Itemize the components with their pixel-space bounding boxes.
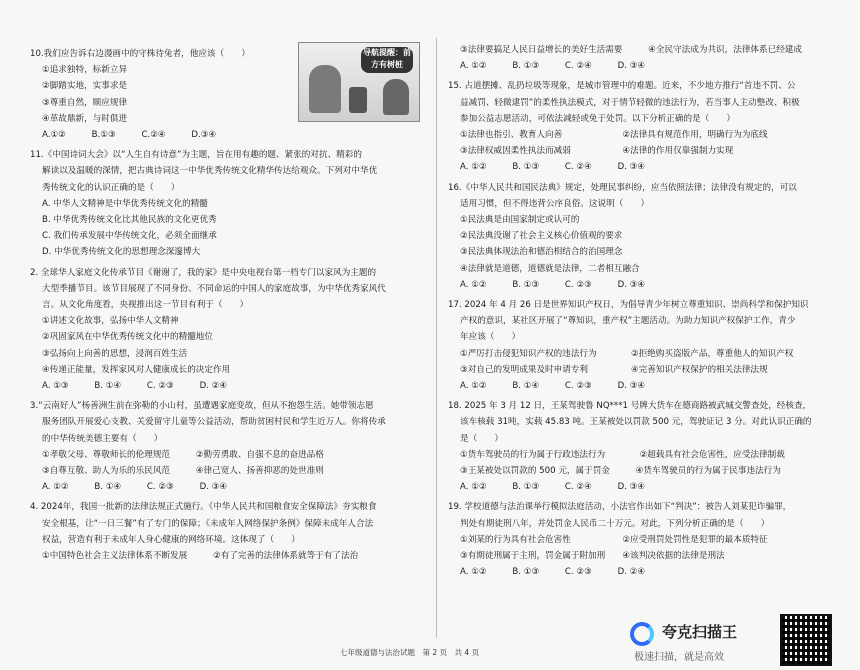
left-question-list bbox=[30, 46, 430, 564]
question-line: D. 中华优秀传统文化的思想理念深邃博大 bbox=[42, 247, 201, 258]
cartoon-speech-bubble: 导航提醒：前方有树桩 bbox=[361, 47, 413, 73]
question-line: ③自尊互敬、助人为乐的乐民风范 ④律己宽人、扬善抑恶的处世准则 bbox=[42, 466, 324, 477]
question-line: ③对自己的发明成果及时申请专利 ④完善知识产权保护的相关法律法规 bbox=[460, 364, 768, 375]
question-line: 的中华传统美德主要有（ ） bbox=[42, 433, 163, 444]
question-line: 参加公益志愿活动，可依法减轻或免于处罚。以下分析正确的是（ ） bbox=[460, 113, 736, 124]
question-line: 言。从文化角度看，央视推出这一节目有利于（ ） bbox=[42, 300, 249, 311]
question-stem: 10.我们应告诉右边漫画中的守株待兔者，他应该（ ） bbox=[30, 49, 250, 59]
question-line: 适用习惯，但不得违背公序良俗。这说明（ ） bbox=[460, 198, 650, 209]
question-stem: 18. 2025 年 3 月 12 日，王某驾驶鲁 NQ***1 号牌大货车在德商路被武城交警查处，经核查， bbox=[448, 401, 812, 412]
question-stem: 19. 学校道德与法治课举行模拟法庭活动，小法官作出如下“判决”：被告人刘某犯诈骗罪， bbox=[448, 502, 792, 513]
question-line: ④传递正能量，发挥家风对人健康成长的决定作用 bbox=[42, 364, 231, 375]
question-line: A.①② B.①③ C.②④ D.③④ bbox=[42, 130, 217, 141]
question-line: B. 中华优秀传统文化比其他民族的文化更优秀 bbox=[42, 215, 217, 226]
question-line: ④法律就是道德，道德就是法律，二者相互融合 bbox=[460, 263, 640, 274]
question-stem: 17. 2024 年 4 月 26 日是世界知识产权日，为倡导青少年树立尊重知识、崇尚科学和保护知识 bbox=[448, 300, 809, 311]
question-line: 解读以及温暖的深情，把古典诗词这一中华优秀传统文化精华传达给观众。下列对中华优 bbox=[42, 166, 378, 177]
question-line: A. ①② B. ①③ C. ②③ D. ③④ bbox=[460, 279, 646, 290]
question-line: ①孝敬父母、尊敬师长的伦理规范 ②勤劳勇敢、自强不息的奋进品格 bbox=[42, 449, 324, 460]
question-line: 年应该（ ） bbox=[460, 332, 521, 343]
brand-name: 夸克扫描王 bbox=[662, 623, 738, 641]
question-line: A. ①② B. ①③ C. ②④ D. ③④ bbox=[460, 162, 646, 173]
quark-logo-icon bbox=[630, 622, 654, 646]
question-line: 权益，营造有利于未成年人身心健康的网络环境。这体现了（ ） bbox=[42, 534, 300, 545]
brand-slogan: 极速扫描，就是高效 bbox=[634, 652, 724, 663]
page-footer: 七年级道德与法治试题 第 2 页 共 4 页 bbox=[340, 648, 480, 657]
question-line: ①讲述文化故事，弘扬中华人文精神 bbox=[42, 316, 179, 327]
question-line: 安全根基，让“一日三餐”有了专门的保障；《未成年人网络保护条例》保障未成年人合法 bbox=[42, 518, 374, 529]
question-line: C. 我们传承发展中华传统文化，必须全面继承 bbox=[42, 231, 217, 242]
question-line: 该车核载 31吨，实载 45.83 吨。王某被处以罚款 500 元，驾驶证记 3 分。对此认识正确的 bbox=[460, 417, 812, 428]
question-line: ③王某被处以罚款的 500 元，属于罚金 ④货车驾驶员的行为属于民事违法行为 bbox=[460, 466, 781, 477]
right-question-list bbox=[448, 42, 843, 581]
cartoon-image bbox=[298, 42, 420, 122]
question-line: A. ①③ B. ①④ C. ②③ D. ②④ bbox=[42, 381, 228, 392]
question-line: ①刘某的行为具有社会危害性 ②应受刑罚处罚性是犯罪的最本质特征 bbox=[460, 534, 768, 545]
question-line: 判处有期徒刑八年，并处罚金人民币二十万元。对此，下列分析正确的是（ ） bbox=[460, 518, 770, 529]
question-line: 秀传统文化的认识正确的是（ ） bbox=[42, 182, 180, 193]
question-stem: 4. 2024年，我国一批新的法律法规正式施行。《中华人民共和国粮食安全保障法》夯实粮食 bbox=[30, 502, 377, 513]
question-line: ③弘扬向上向善的思想，浸润百姓生活 bbox=[42, 348, 188, 359]
cartoon-figure-left bbox=[309, 65, 341, 113]
question-line: A. ①② B. ①③ C. ②④ D. ③④ bbox=[460, 61, 646, 72]
question-line: ③法律权威因柔性执法而减弱 ④法律的作用仅靠强制力实现 bbox=[460, 146, 734, 157]
question-line: ②脚踏实地，实事求是 bbox=[42, 81, 128, 92]
column-divider bbox=[436, 38, 437, 638]
question-line: ①货车驾驶员的行为属于行政违法行为 ②超载具有社会危害性，应受法律制裁 bbox=[460, 449, 785, 460]
question-line: A. ①② B. ①③ C. ②④ D. ③④ bbox=[460, 482, 646, 493]
question-stem: 16.《中华人民共和国民法典》规定，处理民事纠纷，应当依照法律；法律没有规定的，可以 bbox=[448, 182, 797, 193]
question-line: A. 中华人文精神是中华优秀传统文化的精髓 bbox=[42, 198, 208, 209]
question-line: 是（ ） bbox=[460, 433, 503, 444]
question-line: A. ①② B. ①③ C. ②③ D. ②④ bbox=[460, 567, 646, 578]
scanner-watermark bbox=[630, 612, 860, 670]
question-line: ③法律要搞足人民日益增长的美好生活需要 ④全民守法成为共识，法律体系已经建成 bbox=[460, 45, 802, 55]
left-column bbox=[30, 42, 430, 564]
question-line: ②民法典没谢了社会主义核心价值观的要求 bbox=[460, 231, 623, 242]
question-line: ③有期徒刑属于主刑，罚金属于附加刑 ④该判决依据的法律是刑法 bbox=[460, 551, 725, 562]
question-line: A. ①② B. ①④ C. ②③ D. ③④ bbox=[42, 482, 228, 493]
question-line: A. ①② B. ①④ C. ②③ D. ③④ bbox=[460, 381, 646, 392]
question-line: ①中国特色社会主义法律体系不断发展 ②有了完善的法律体系就等于有了法治 bbox=[42, 551, 359, 562]
question-line: 服务团队开展爱心支教、关爱留守儿童等公益活动，帮助贫困村民和学生近万人。你将传承 bbox=[42, 417, 386, 428]
question-line: ①追求独特，标新立异 bbox=[42, 65, 128, 76]
question-stem: 2. 全球华人家庭文化传承节目《谢谢了，我的家》是中央电视台第一档专门以家风为主题的 bbox=[30, 267, 377, 278]
question-line: ③尊重自然，顺应规律 bbox=[42, 97, 128, 108]
question-line: ④革故鼎新，与时俱进 bbox=[42, 113, 128, 124]
question-line: ①严厉打击侵犯知识产权的违法行为 ②拒绝购买盗版产品，尊重他人的知识产权 bbox=[460, 348, 794, 359]
question-stem: 3.“云南好人”杨善洲生前在弥勒的小山村，虽遭遇家庭变故，但从不抱怨生活。她带领志愿 bbox=[30, 401, 374, 412]
right-column bbox=[448, 42, 843, 581]
question-stem: 15. 占道摆摊、乱扔垃圾等现象，是城市管理中的难题。近来，不少地方推行“首违不罚、公 bbox=[448, 81, 796, 92]
cartoon-tree-stump bbox=[349, 87, 367, 113]
question-line: 大型季播节目。该节目展现了不同身份、不同命运的中国人的家庭故事，为中华优秀家风代 bbox=[42, 283, 386, 294]
cartoon-figure-right bbox=[383, 79, 409, 115]
question-line: ③民法典体现法治和德治相结合的治国理念 bbox=[460, 247, 623, 258]
question-line: ①法律也指引、教育人向善 ②法律具有规范作用，明确行为为底线 bbox=[460, 130, 768, 141]
question-line: ①民法典是由国家制定或认可的 bbox=[460, 215, 580, 226]
question-line: ②巩固家风在中华优秀传统文化中的精髓地位 bbox=[42, 332, 213, 343]
question-line: 产权的意识，某社区开展了“尊知识，重产权”主题活动。为助力知识产权保护工作，青少 bbox=[460, 316, 796, 327]
question-stem: 11.《中国诗词大会》以“人生自有诗意”为主题，旨在用有趣的题、紧张的对抗、精彩的 bbox=[30, 150, 362, 161]
qr-code-icon bbox=[780, 614, 832, 666]
question-line: 益减罚、轻微逮罚”的柔性执法模式，对于情节轻微的违法行为，若当事人主动整改、积极 bbox=[460, 97, 800, 108]
